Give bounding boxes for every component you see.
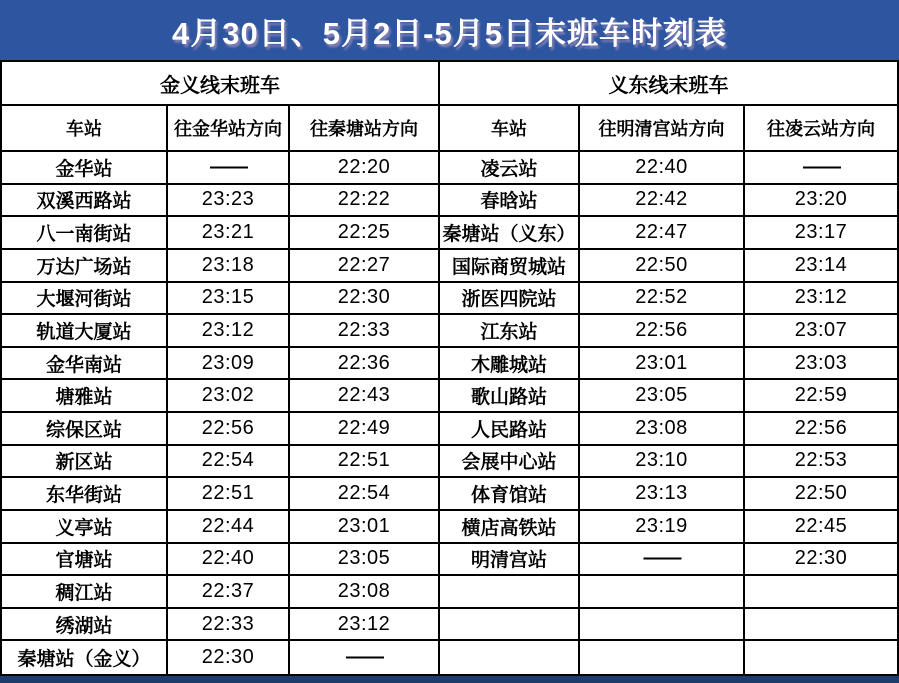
time-cell: 23:19 (580, 511, 745, 544)
time-cell: 23:21 (168, 217, 290, 250)
station-cell: 轨道大厦站 (2, 315, 168, 348)
time-cell: 23:01 (290, 511, 440, 544)
time-cell: —— (168, 152, 290, 185)
station-cell: 塘雅站 (2, 380, 168, 413)
time-cell: 22:56 (745, 413, 897, 446)
time-cell: 22:52 (580, 283, 745, 316)
time-cell: 23:02 (168, 380, 290, 413)
time-cell: —— (580, 544, 745, 577)
time-cell: 23:15 (168, 283, 290, 316)
station-cell (440, 609, 580, 642)
time-cell: 23:01 (580, 348, 745, 381)
time-cell: 22:54 (168, 446, 290, 479)
station-cell: 江东站 (440, 315, 580, 348)
time-cell: 23:12 (745, 283, 897, 316)
section-header-jinyi-line: 金义线末班车 (2, 62, 440, 106)
time-cell: 22:47 (580, 217, 745, 250)
title-bar (0, 0, 899, 60)
time-cell (745, 576, 897, 609)
time-cell: 22:43 (290, 380, 440, 413)
time-cell: 22:44 (168, 511, 290, 544)
time-cell: 22:27 (290, 250, 440, 283)
station-cell: 凌云站 (440, 152, 580, 185)
station-cell: 春晗站 (440, 185, 580, 218)
time-cell: 22:33 (290, 315, 440, 348)
station-cell: 八一南街站 (2, 217, 168, 250)
column-header-to-lingyun: 往凌云站方向 (745, 106, 897, 152)
timetable (0, 60, 899, 676)
time-cell: 22:50 (745, 478, 897, 511)
time-cell: 23:09 (168, 348, 290, 381)
station-cell: 横店高铁站 (440, 511, 580, 544)
station-cell: 秦塘站（义东） (440, 217, 580, 250)
station-cell: 绣湖站 (2, 609, 168, 642)
time-cell: 23:03 (745, 348, 897, 381)
time-cell: 23:07 (745, 315, 897, 348)
time-cell: 22:50 (580, 250, 745, 283)
time-cell: 22:51 (290, 446, 440, 479)
time-cell (580, 641, 745, 674)
time-cell: 22:30 (168, 641, 290, 674)
station-cell: 明清宫站 (440, 544, 580, 577)
station-cell: 万达广场站 (2, 250, 168, 283)
column-header-station-left: 车站 (2, 106, 168, 152)
station-cell: 木雕城站 (440, 348, 580, 381)
station-cell: 金华站 (2, 152, 168, 185)
time-cell: 22:59 (745, 380, 897, 413)
time-cell: 23:08 (580, 413, 745, 446)
time-cell: 23:05 (290, 544, 440, 577)
time-cell: 23:05 (580, 380, 745, 413)
station-cell: 大堰河街站 (2, 283, 168, 316)
station-cell: 综保区站 (2, 413, 168, 446)
bottom-accent-strip (0, 676, 899, 683)
time-cell: 22:37 (168, 576, 290, 609)
time-cell: 23:20 (745, 185, 897, 218)
station-cell: 会展中心站 (440, 446, 580, 479)
time-cell (745, 609, 897, 642)
station-cell (440, 576, 580, 609)
time-cell: 23:12 (168, 315, 290, 348)
time-cell: 22:33 (168, 609, 290, 642)
time-cell: 22:22 (290, 185, 440, 218)
station-cell: 国际商贸城站 (440, 250, 580, 283)
time-cell: 22:45 (745, 511, 897, 544)
time-cell: 23:18 (168, 250, 290, 283)
station-cell: 稠江站 (2, 576, 168, 609)
station-cell: 金华南站 (2, 348, 168, 381)
time-cell: —— (290, 641, 440, 674)
time-cell: 22:20 (290, 152, 440, 185)
time-cell (745, 641, 897, 674)
time-cell: 22:53 (745, 446, 897, 479)
column-header-station-right: 车站 (440, 106, 580, 152)
station-cell: 义亭站 (2, 511, 168, 544)
time-cell: 22:51 (168, 478, 290, 511)
time-cell: 22:56 (168, 413, 290, 446)
time-cell: 22:36 (290, 348, 440, 381)
time-cell: —— (745, 152, 897, 185)
time-cell: 22:40 (580, 152, 745, 185)
time-cell: 22:42 (580, 185, 745, 218)
time-cell: 23:17 (745, 217, 897, 250)
time-cell: 23:23 (168, 185, 290, 218)
station-cell (440, 641, 580, 674)
station-cell: 体育馆站 (440, 478, 580, 511)
station-cell: 浙医四院站 (440, 283, 580, 316)
time-cell (580, 609, 745, 642)
time-cell: 23:12 (290, 609, 440, 642)
station-cell: 东华街站 (2, 478, 168, 511)
station-cell: 官塘站 (2, 544, 168, 577)
page-title: 4月30日、5月2日-5月5日末班车时刻表 (171, 15, 727, 51)
time-cell: 22:30 (745, 544, 897, 577)
time-cell: 22:54 (290, 478, 440, 511)
station-cell: 双溪西路站 (2, 185, 168, 218)
station-cell: 新区站 (2, 446, 168, 479)
column-header-to-jinhua: 往金华站方向 (168, 106, 290, 152)
time-cell: 22:40 (168, 544, 290, 577)
time-cell: 23:14 (745, 250, 897, 283)
station-cell: 秦塘站（金义） (2, 641, 168, 674)
station-cell: 人民路站 (440, 413, 580, 446)
time-cell: 22:25 (290, 217, 440, 250)
station-cell: 歌山路站 (440, 380, 580, 413)
time-cell: 23:08 (290, 576, 440, 609)
section-header-yidong-line: 义东线末班车 (440, 62, 897, 106)
time-cell: 22:30 (290, 283, 440, 316)
column-header-to-qintang: 往秦塘站方向 (290, 106, 440, 152)
column-header-to-mingqinggong: 往明清宫站方向 (580, 106, 745, 152)
time-cell: 22:56 (580, 315, 745, 348)
time-cell (580, 576, 745, 609)
time-cell: 23:10 (580, 446, 745, 479)
time-cell: 22:49 (290, 413, 440, 446)
time-cell: 23:13 (580, 478, 745, 511)
